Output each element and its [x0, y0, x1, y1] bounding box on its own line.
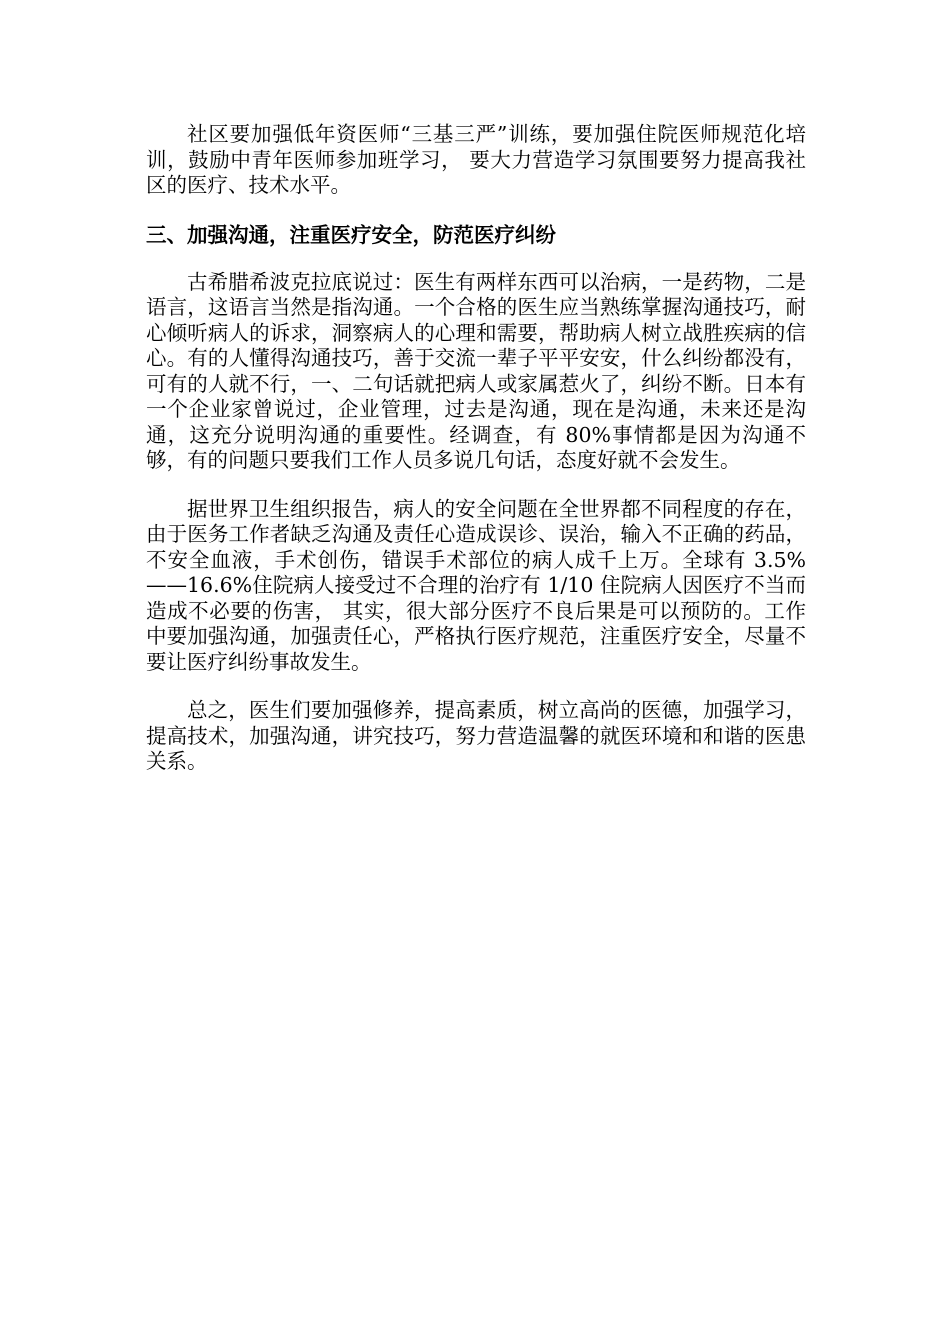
paragraph-patient-safety: 据世界卫生组织报告，病人的安全问题在全世界都不同程度的存在，由于医务工作者缺乏沟通及责任心造成误诊、误治，输入不正确的药品，不安全血液，手术创伤，错误手术部位的病人成千上万。全球有 3.5%——16.6%住院病人接受过不合理的治疗有 1/10 住院病人因医疗不当而造成不必要的伤害， 其实，很大部分医疗不良后果是可以预防的。工作中要加强沟通，加强责任心，严格执行医疗规范，注重医疗安全，尽量不要让医疗纠纷事故发生。 [146, 496, 806, 674]
paragraph-communication: 古希腊希波克拉底说过：医生有两样东西可以治病，一是药物，二是语言，这语言当然是指沟通。一个合格的医生应当熟练掌握沟通技巧，耐心倾听病人的诉求，洞察病人的心理和需要，帮助病人树立战胜疾病的信心。有的人懂得沟通技巧，善于交流一辈子平平安安，什么纠纷都没有，可有的人就不行，一、二句话就把病人或家属惹火了，纠纷不断。日本有一个企业家曾说过，企业管理，过去是沟通，现在是沟通，未来还是沟通，这充分说明沟通的重要性。经调查，有 80%事情都是因为沟通不够，有的问题只要我们工作人员多说几句话，态度好就不会发生。 [146, 269, 806, 472]
section-heading: 三、加强沟通，注重医疗安全，防范医疗纠纷 [146, 222, 556, 247]
document-body [146, 122, 806, 798]
paragraph-training: 社区要加强低年资医师“三基三严”训练，要加强住院医师规范化培训，鼓励中青年医师参加班学习， 要大力营造学习氛围要努力提高我社区的医疗、技术水平。 [146, 122, 806, 197]
paragraph-conclusion: 总之，医生们要加强修养，提高素质，树立高尚的医德，加强学习，提高技术，加强沟通，讲究技巧，努力营造温馨的就医环境和和谐的医患关系。 [146, 698, 806, 773]
